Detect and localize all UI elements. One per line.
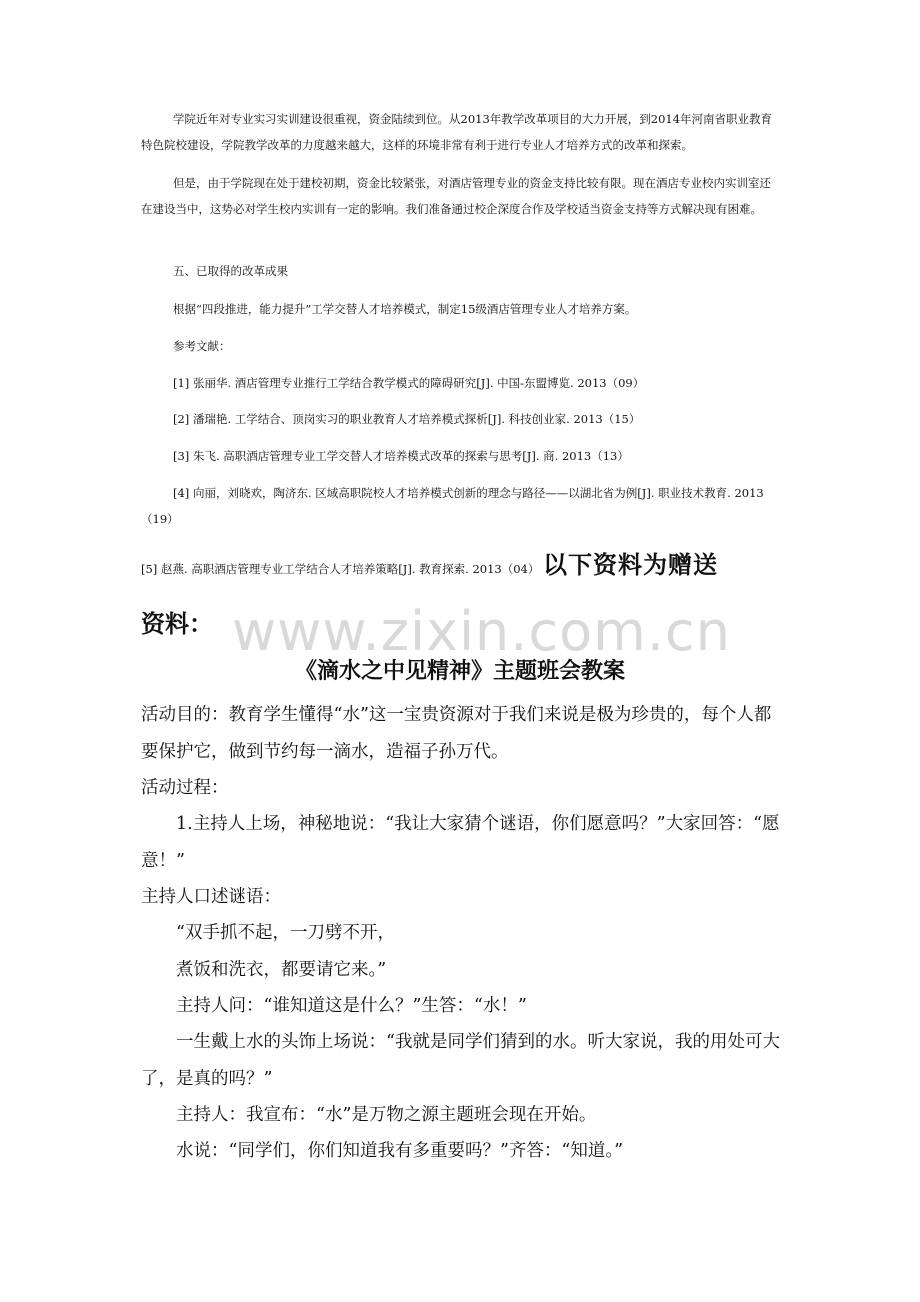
references-label: 参考文献： xyxy=(173,339,231,353)
reference-with-bonus-line xyxy=(141,548,821,586)
riddle-line-2: 煮饭和洗衣，都要请它来。” xyxy=(176,960,387,980)
reference-item: [3] 朱飞. 高职酒店管理专业工学交替人才培养模式改革的探索与思考[J]. 商. 2013（13） xyxy=(173,449,629,463)
riddle-intro: 主持人口述谜语： xyxy=(141,887,281,907)
reference-item: [2] 潘瑞艳. 工学结合、顶岗实习的职业教育人才培养模式探析[J]. 科技创业家. 2013（15） xyxy=(173,412,641,426)
reference-item: [1] 张丽华. 酒店管理专业推行工学结合教学模式的障碍研究[J]. 中国-东盟博览. 2013（09） xyxy=(173,376,645,390)
lesson-title: 《滴水之中见精神》主题班会教案 xyxy=(294,658,625,684)
paragraph-funding: 学院近年对专业实习实训建设很重视，资金陆续到位。从2013年教学改革项目的大力开展，到2014年河南省职业教育特色院校建设，学院教学改革的力度越来越大，这样的环境非常有利于进行专业人才培养方式的改革和探索。 xyxy=(141,112,773,152)
host-question: 主持人问：“谁知道这是什么？”生答：“水！” xyxy=(176,996,527,1016)
reference-item: [4] 向丽，刘晓欢，陶济东. 区域高职院校人才培养模式创新的理念与路径——以湖北省为例[J]. 职业技术教育. 2013（19） xyxy=(141,486,764,526)
watermark: www.zixin.com.cn xyxy=(232,600,731,663)
section-heading-results: 五、已取得的改革成果 xyxy=(173,264,288,278)
bonus-heading: 以下资料为赠送 xyxy=(543,551,719,579)
step-one: 1.主持人上场，神秘地说：“我让大家猜个谜语，你们愿意吗？”大家回答：“愿意！” xyxy=(141,814,780,871)
paragraph-difficulties: 但是，由于学院现在处于建校初期，资金比较紧张，对酒店管理专业的资金支持比较有限。现在酒店专业校内实训室还在建设当中，这势必对学生校内实训有一定的影响。我们准备通过校企深度合作及学校适当资金支持等方式解决现有困难。 xyxy=(141,176,771,216)
host-announcement: 主持人：我宣布：“水”是万物之源主题班会现在开始。 xyxy=(176,1105,597,1125)
riddle-line-1: “双手抓不起，一刀劈不开， xyxy=(176,923,395,943)
paragraph-results: 根据“四段推进，能力提升”工学交替人才培养模式，制定15级酒店管理专业人才培养方案。 xyxy=(173,302,637,316)
bonus-heading-continued: 资料： xyxy=(141,610,213,638)
reference-item: [5] 赵燕. 高职酒店管理专业工学结合人才培养策略[J]. 教育探索. 2013（04） xyxy=(141,562,540,576)
water-enters: 一生戴上水的头饰上场说：“我就是同学们猜到的水。听大家说，我的用处可大了，是真的吗？” xyxy=(141,1032,780,1089)
activity-process-label: 活动过程： xyxy=(141,778,229,798)
activity-purpose: 活动目的：教育学生懂得“水”这一宝贵资源对于我们来说是极为珍贵的，每个人都要保护它，做到节约每一滴水，造福子孙万代。 xyxy=(141,705,772,762)
water-question: 水说：“同学们，你们知道我有多重要吗？”齐答：“知道。” xyxy=(176,1141,624,1161)
